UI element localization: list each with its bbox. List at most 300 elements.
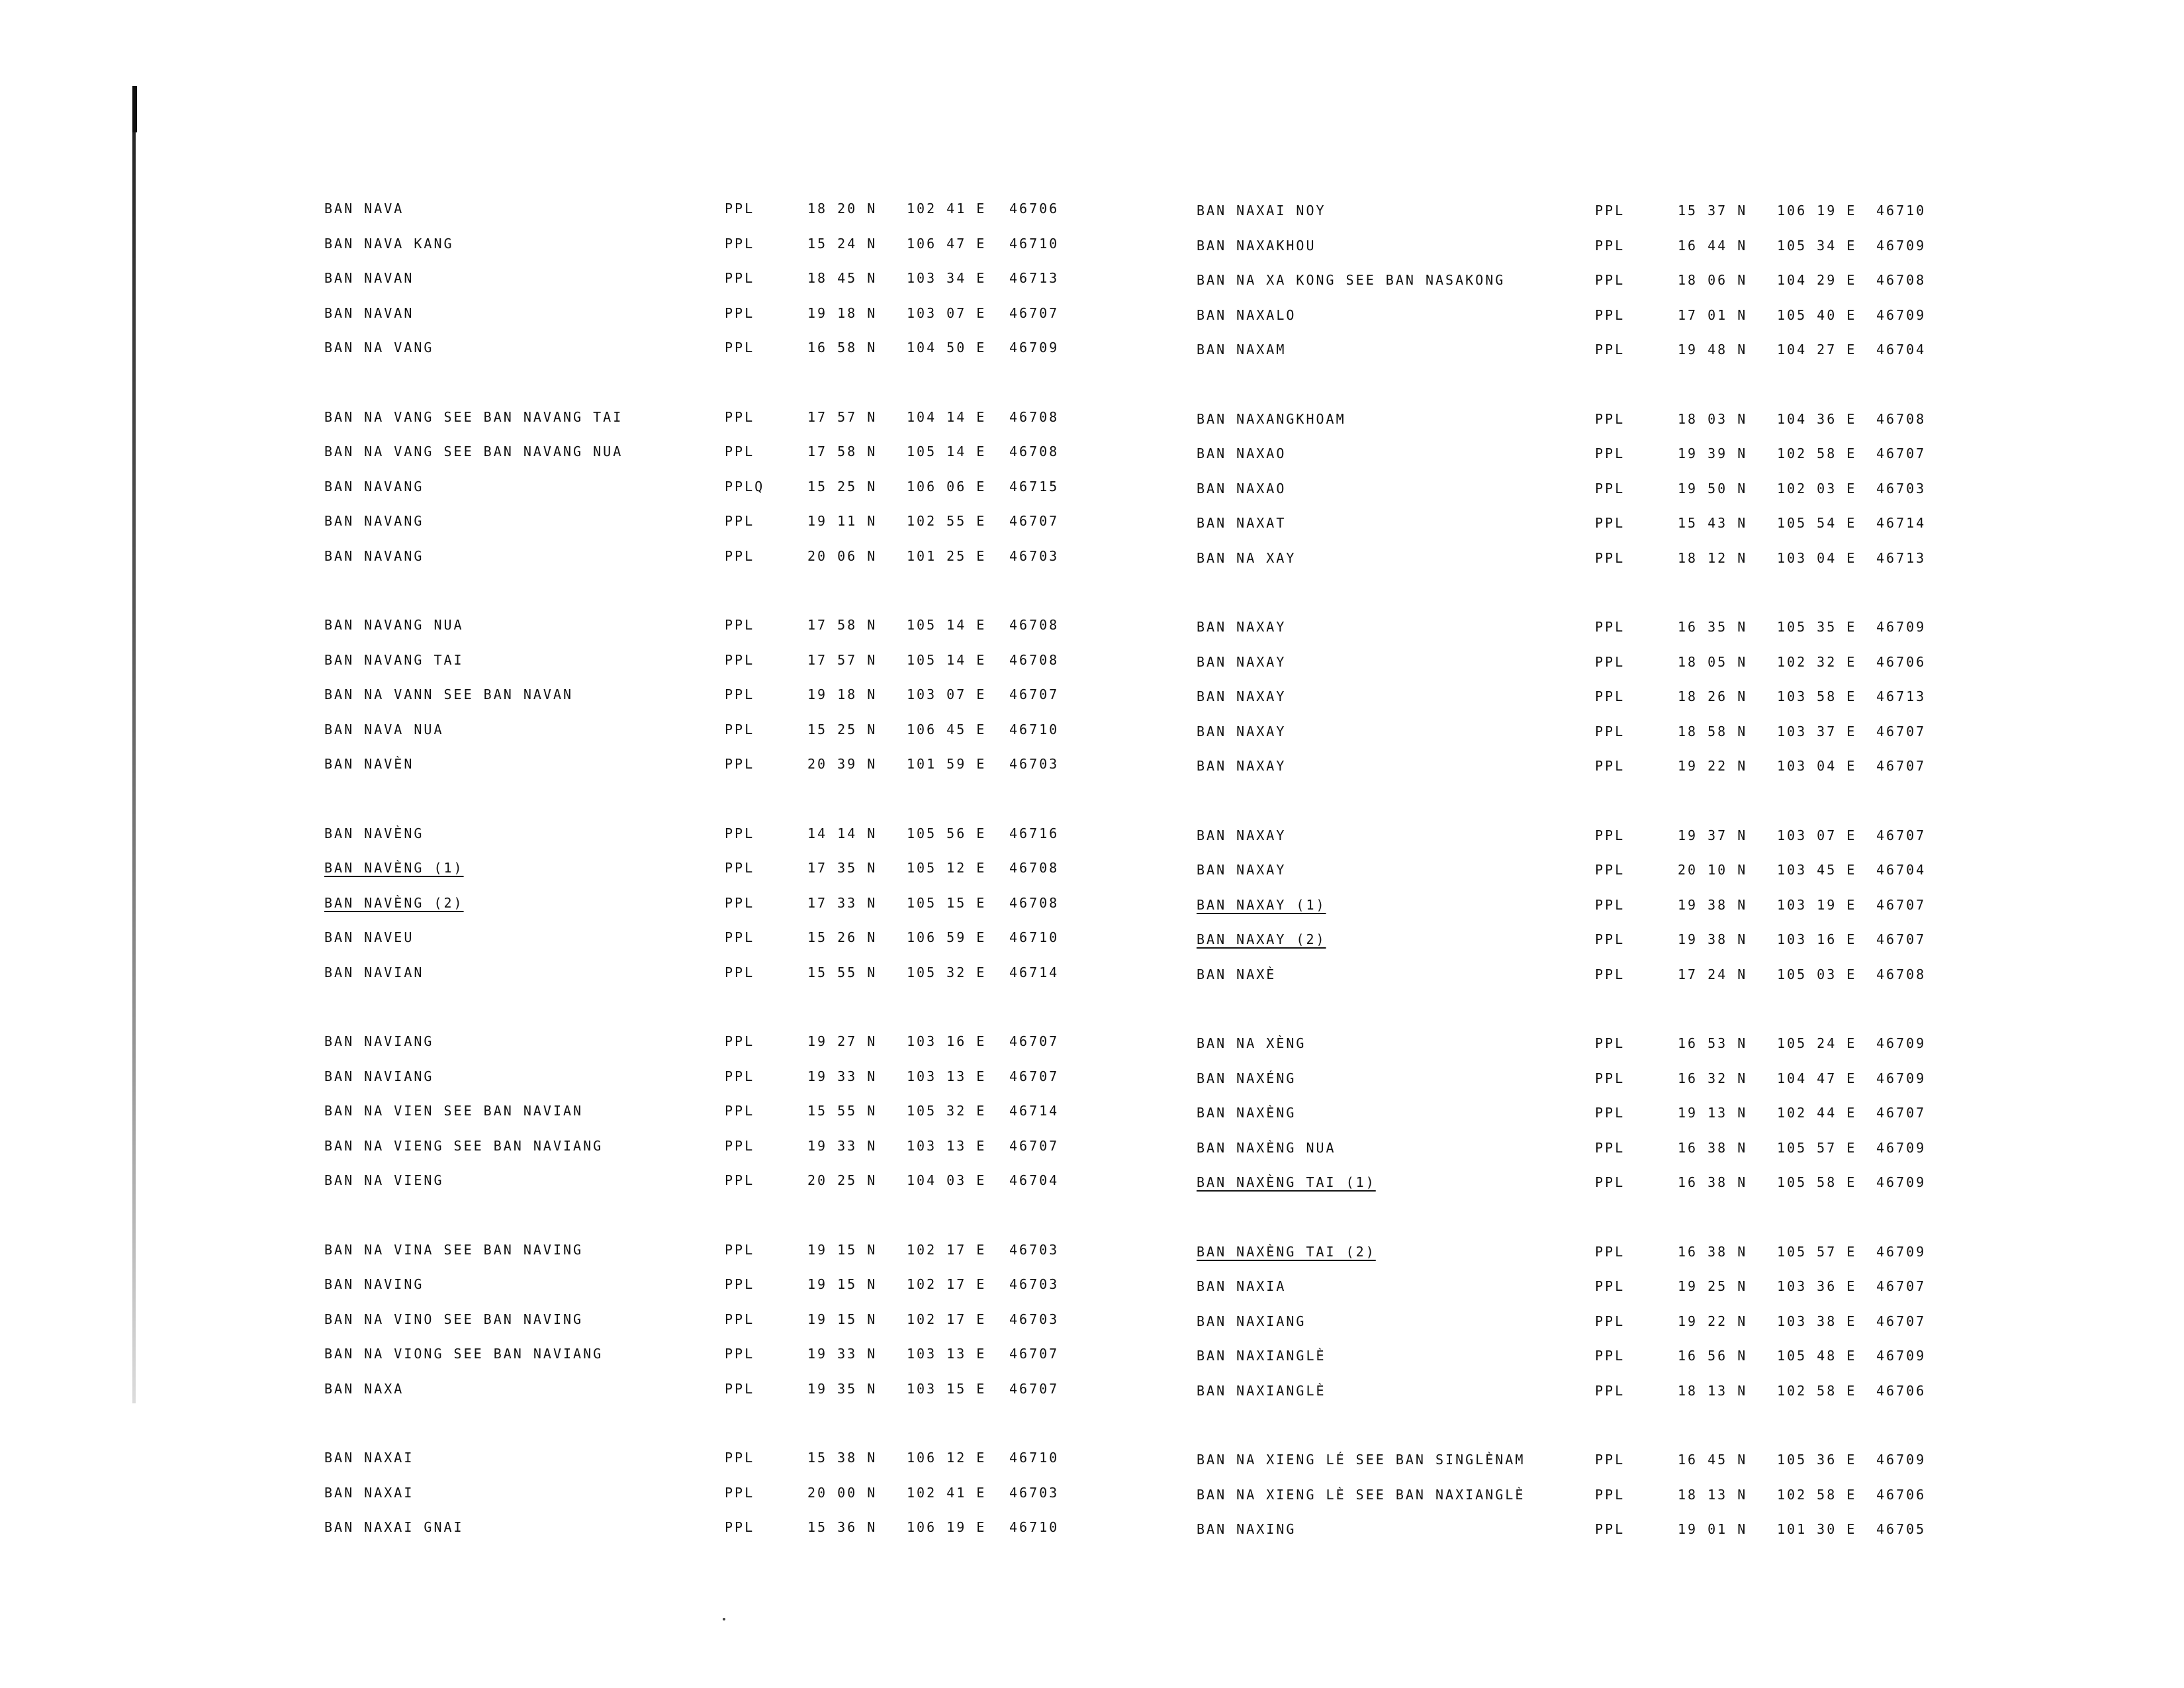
entry-code: PPL (1595, 1313, 1625, 1329)
gazetteer-entry (1197, 1239, 1944, 1265)
entry-lat: 17 01 N (1678, 307, 1748, 323)
gazetteer-entry (1197, 1446, 1944, 1473)
entry-lon: 105 56 E (907, 825, 987, 841)
entry-code: PPL (725, 1276, 755, 1292)
entry-lon: 101 30 E (1777, 1521, 1857, 1537)
gazetteer-entry (1197, 1516, 1944, 1542)
gazetteer-entry (324, 508, 1105, 534)
gazetteer-entry (324, 1167, 1105, 1194)
entry-name: BAN NAVÈNG (2) (324, 895, 464, 911)
gazetteer-entry (1197, 1342, 1944, 1369)
entry-lat: 15 26 N (807, 929, 878, 945)
entry-code: PPL (725, 1519, 755, 1535)
entry-lon: 105 12 E (907, 860, 987, 876)
entry-lon: 105 24 E (1777, 1035, 1857, 1051)
entry-map: 46707 (1009, 1381, 1060, 1397)
entry-code: PPL (1595, 1105, 1625, 1121)
entry-name: BAN NA VIENG (324, 1172, 444, 1188)
entry-map: 46703 (1009, 548, 1060, 564)
gazetteer-entry (1197, 892, 1944, 918)
entry-name: BAN NA VANG SEE BAN NAVANG TAI (324, 409, 623, 425)
entry-code: PPL (1595, 272, 1625, 288)
gazetteer-entry (1197, 718, 1944, 745)
entry-lon: 105 14 E (907, 617, 987, 633)
entry-lat: 19 15 N (807, 1311, 878, 1327)
entry-lat: 16 44 N (1678, 238, 1748, 254)
entry-code: PPL (725, 409, 755, 425)
entry-name: BAN NA XIENG LÉ SEE BAN SINGLÈNAM (1197, 1452, 1525, 1468)
entry-lat: 18 12 N (1678, 550, 1748, 566)
entry-lat: 18 13 N (1678, 1487, 1748, 1503)
entry-code: PPL (725, 1033, 755, 1049)
entry-code: PPL (1595, 1348, 1625, 1364)
entry-name: BAN NAXAY (1197, 724, 1287, 739)
entry-lon: 101 25 E (907, 548, 987, 564)
entry-lon: 102 17 E (907, 1242, 987, 1258)
entry-map: 46708 (1009, 860, 1060, 876)
entry-name: BAN NAVAN (324, 270, 414, 286)
entry-map: 46715 (1009, 479, 1060, 494)
gazetteer-entry (324, 195, 1105, 222)
entry-lat: 15 55 N (807, 964, 878, 980)
entry-name: BAN NA VINO SEE BAN NAVING (324, 1311, 584, 1327)
entry-code: PPL (725, 201, 755, 216)
entry-name: BAN NAXAKHOU (1197, 238, 1316, 254)
entry-map: 46709 (1876, 1035, 1927, 1051)
entry-code: PPL (725, 513, 755, 529)
entry-code: PPL (725, 1450, 755, 1466)
entry-lon: 102 41 E (907, 201, 987, 216)
gazetteer-entry (1197, 475, 1944, 502)
entry-lon: 104 03 E (907, 1172, 987, 1188)
entry-name: BAN NAVÈNG (1) (324, 860, 464, 876)
entry-map: 46704 (1009, 1172, 1060, 1188)
entry-lon: 103 07 E (907, 686, 987, 702)
gazetteer-entry (1197, 683, 1944, 710)
entry-name: BAN NAVA (324, 201, 404, 216)
entry-lat: 14 14 N (807, 825, 878, 841)
entry-code: PPL (725, 1138, 755, 1154)
entry-map: 46707 (1876, 724, 1927, 739)
entry-code: PPL (725, 1103, 755, 1119)
entry-name: BAN NAXAY (1) (1197, 897, 1326, 913)
entry-code: PPL (1595, 481, 1625, 496)
entry-map: 46707 (1009, 305, 1060, 321)
entry-name: BAN NAXÈNG NUA (1197, 1140, 1336, 1156)
gazetteer-entry (324, 1028, 1105, 1055)
entry-name: BAN NAVIANG (324, 1033, 434, 1049)
entry-lon: 102 58 E (1777, 1383, 1857, 1399)
entry-lat: 16 38 N (1678, 1174, 1748, 1190)
entry-lat: 18 58 N (1678, 724, 1748, 739)
entry-map: 46707 (1876, 931, 1927, 947)
entry-map: 46708 (1009, 444, 1060, 459)
entry-map: 46707 (1009, 1138, 1060, 1154)
entry-lon: 105 34 E (1777, 238, 1857, 254)
entry-code: PPL (1595, 1070, 1625, 1086)
entry-code: PPL (725, 1311, 755, 1327)
entry-lat: 19 37 N (1678, 827, 1748, 843)
entry-name: BAN NAVANG (324, 513, 424, 529)
entry-name: BAN NAXAY (1197, 827, 1287, 843)
entry-name: BAN NAXAY (1197, 758, 1287, 774)
entry-lon: 105 57 E (1777, 1140, 1857, 1156)
entry-lat: 19 38 N (1678, 931, 1748, 947)
entry-map: 46707 (1876, 445, 1927, 461)
entry-lat: 17 35 N (807, 860, 878, 876)
entry-map: 46707 (1009, 1033, 1060, 1049)
entry-map: 46707 (1876, 1313, 1927, 1329)
entry-lon: 105 15 E (907, 895, 987, 911)
entry-name: BAN NAXAI (324, 1450, 414, 1466)
entry-lon: 105 14 E (907, 652, 987, 668)
entry-lat: 16 45 N (1678, 1452, 1748, 1468)
entry-map: 46709 (1009, 340, 1060, 355)
entry-name: BAN NA XIENG LÈ SEE BAN NAXIANGLÈ (1197, 1487, 1525, 1503)
entry-lat: 15 55 N (807, 1103, 878, 1119)
gazetteer-entry (1197, 1308, 1944, 1335)
entry-map: 46706 (1009, 201, 1060, 216)
entry-lon: 103 34 E (907, 270, 987, 286)
gazetteer-entry (1197, 822, 1944, 849)
entry-lat: 16 53 N (1678, 1035, 1748, 1051)
gazetteer-entry (324, 1376, 1105, 1402)
gazetteer-entry (324, 1098, 1105, 1124)
entry-lat: 17 58 N (807, 617, 878, 633)
entry-map: 46709 (1876, 238, 1927, 254)
entry-lat: 17 33 N (807, 895, 878, 911)
entry-lat: 18 06 N (1678, 272, 1748, 288)
entry-code: PPL (1595, 931, 1625, 947)
entry-map: 46703 (1009, 1276, 1060, 1292)
entry-lat: 18 05 N (1678, 654, 1748, 670)
entry-map: 46707 (1009, 1346, 1060, 1362)
entry-lon: 105 48 E (1777, 1348, 1857, 1364)
gazetteer-entry (1197, 406, 1944, 432)
gazetteer-entry (1197, 336, 1944, 363)
entry-lat: 15 25 N (807, 479, 878, 494)
entry-code: PPL (725, 270, 755, 286)
entry-lon: 103 19 E (1777, 897, 1857, 913)
entry-lat: 15 36 N (807, 1519, 878, 1535)
gazetteer-entry (1197, 1481, 1944, 1508)
gazetteer-entry (324, 751, 1105, 777)
gazetteer-entry (324, 1271, 1105, 1297)
entry-code: PPL (1595, 1452, 1625, 1468)
entry-lon: 103 13 E (907, 1346, 987, 1362)
entry-code: PPL (725, 825, 755, 841)
entry-map: 46709 (1876, 1140, 1927, 1156)
entry-lat: 20 39 N (807, 756, 878, 772)
entry-lat: 15 24 N (807, 236, 878, 252)
page-mark (723, 1618, 725, 1620)
entry-code: PPL (1595, 688, 1625, 704)
entry-code: PPL (1595, 515, 1625, 531)
entry-lon: 105 57 E (1777, 1244, 1857, 1260)
entry-code: PPL (1595, 203, 1625, 218)
entry-map: 46709 (1876, 1244, 1927, 1260)
gazetteer-entry (324, 543, 1105, 569)
entry-map: 46707 (1009, 513, 1060, 529)
entry-map: 46710 (1009, 929, 1060, 945)
entry-code: PPL (1595, 1278, 1625, 1294)
entry-lon: 102 44 E (1777, 1105, 1857, 1121)
entry-lon: 102 58 E (1777, 1487, 1857, 1503)
entry-code: PPLQ (725, 479, 765, 494)
entry-lon: 103 16 E (907, 1033, 987, 1049)
entry-map: 46710 (1009, 1519, 1060, 1535)
entry-code: PPL (725, 686, 755, 702)
entry-map: 46710 (1009, 1450, 1060, 1466)
gazetteer-entry (324, 404, 1105, 430)
gazetteer-entry (1197, 1030, 1944, 1056)
entry-lon: 103 38 E (1777, 1313, 1857, 1329)
entry-map: 46709 (1876, 1174, 1927, 1190)
entry-name: BAN NAVÈN (324, 756, 414, 772)
binding-edge (132, 86, 136, 1403)
entry-map: 46709 (1876, 1452, 1927, 1468)
entry-map: 46703 (1009, 1242, 1060, 1258)
entry-lat: 19 25 N (1678, 1278, 1748, 1294)
entry-lon: 105 32 E (907, 964, 987, 980)
entry-code: PPL (725, 1068, 755, 1084)
gazetteer-entry (324, 1306, 1105, 1333)
entry-name: BAN NAXIANGLÈ (1197, 1383, 1326, 1399)
entry-lon: 105 14 E (907, 444, 987, 459)
entry-name: BAN NAXÈNG TAI (2) (1197, 1244, 1376, 1260)
entry-map: 46710 (1009, 722, 1060, 737)
entry-name: BAN NAVANG (324, 548, 424, 564)
entry-lon: 105 36 E (1777, 1452, 1857, 1468)
entry-lat: 15 43 N (1678, 515, 1748, 531)
entry-lon: 105 58 E (1777, 1174, 1857, 1190)
gazetteer-entry (1197, 302, 1944, 328)
entry-lat: 19 27 N (807, 1033, 878, 1049)
entry-map: 46707 (1876, 1278, 1927, 1294)
gazetteer-entry (324, 890, 1105, 916)
entry-lat: 19 33 N (807, 1346, 878, 1362)
entry-map: 46713 (1876, 688, 1927, 704)
entry-code: PPL (725, 756, 755, 772)
entry-lat: 20 06 N (807, 548, 878, 564)
entry-code: PPL (725, 548, 755, 564)
entry-lon: 105 03 E (1777, 966, 1857, 982)
entry-lat: 19 13 N (1678, 1105, 1748, 1121)
entry-lon: 104 27 E (1777, 342, 1857, 357)
entry-lat: 16 38 N (1678, 1140, 1748, 1156)
entry-lat: 19 11 N (807, 513, 878, 529)
entry-name: BAN NAVEU (324, 929, 414, 945)
entry-code: PPL (1595, 619, 1625, 635)
entry-code: PPL (1595, 445, 1625, 461)
entry-lat: 16 38 N (1678, 1244, 1748, 1260)
entry-lat: 16 58 N (807, 340, 878, 355)
entry-map: 46707 (1009, 1068, 1060, 1084)
entry-lat: 17 58 N (807, 444, 878, 459)
entry-lat: 15 37 N (1678, 203, 1748, 218)
entry-map: 46709 (1876, 1070, 1927, 1086)
entry-name: BAN NAVING (324, 1276, 424, 1292)
entry-name: BAN NA VANG SEE BAN NAVANG NUA (324, 444, 623, 459)
entry-code: PPL (725, 1346, 755, 1362)
entry-name: BAN NA VIEN SEE BAN NAVIAN (324, 1103, 584, 1119)
entry-code: PPL (1595, 1244, 1625, 1260)
entry-code: PPL (725, 860, 755, 876)
gazetteer-entry (1197, 649, 1944, 675)
entry-lon: 105 40 E (1777, 307, 1857, 323)
gazetteer-entry (324, 438, 1105, 465)
entry-lat: 17 24 N (1678, 966, 1748, 982)
entry-name: BAN NAXIANG (1197, 1313, 1306, 1329)
entry-lat: 19 33 N (807, 1068, 878, 1084)
entry-name: BAN NAVA KANG (324, 236, 454, 252)
entry-lon: 106 19 E (907, 1519, 987, 1535)
entry-lon: 106 47 E (907, 236, 987, 252)
entry-lat: 18 20 N (807, 201, 878, 216)
entry-lon: 106 59 E (907, 929, 987, 945)
gazetteer-entry (1197, 440, 1944, 467)
entry-name: BAN NAXÈNG (1197, 1105, 1297, 1121)
gazetteer-entry (324, 1444, 1105, 1471)
entry-lon: 106 12 E (907, 1450, 987, 1466)
entry-lat: 20 25 N (807, 1172, 878, 1188)
entry-map: 46709 (1876, 307, 1927, 323)
entry-map: 46707 (1009, 686, 1060, 702)
entry-code: PPL (725, 340, 755, 355)
entry-name: BAN NAXAY (1197, 862, 1287, 878)
gazetteer-entry (324, 681, 1105, 708)
entry-lat: 15 38 N (807, 1450, 878, 1466)
entry-map: 46708 (1876, 272, 1927, 288)
entry-name: BAN NAXANGKHOAM (1197, 411, 1346, 427)
entry-lon: 103 45 E (1777, 862, 1857, 878)
gazetteer-entry (1197, 1273, 1944, 1299)
entry-name: BAN NAXAI GNAI (324, 1519, 464, 1535)
entry-name: BAN NAXAT (1197, 515, 1287, 531)
entry-name: BAN NAVAN (324, 305, 414, 321)
entry-lon: 103 13 E (907, 1068, 987, 1084)
entry-lat: 16 56 N (1678, 1348, 1748, 1364)
gazetteer-entry (1197, 197, 1944, 224)
entry-lon: 103 07 E (907, 305, 987, 321)
entry-lat: 19 33 N (807, 1138, 878, 1154)
entry-map: 46709 (1876, 619, 1927, 635)
entry-map: 46716 (1009, 825, 1060, 841)
entry-name: BAN NA VINA SEE BAN NAVING (324, 1242, 584, 1258)
entry-code: PPL (1595, 238, 1625, 254)
entry-lat: 19 48 N (1678, 342, 1748, 357)
entry-lat: 18 45 N (807, 270, 878, 286)
entry-code: PPL (725, 236, 755, 252)
entry-code: PPL (725, 1242, 755, 1258)
entry-name: BAN NA VIENG SEE BAN NAVIANG (324, 1138, 604, 1154)
entry-map: 46708 (1009, 652, 1060, 668)
gazetteer-entry (324, 959, 1105, 986)
entry-code: PPL (725, 652, 755, 668)
entry-lat: 19 38 N (1678, 897, 1748, 913)
entry-lat: 19 22 N (1678, 1313, 1748, 1329)
entry-lat: 19 18 N (807, 686, 878, 702)
entry-lat: 17 57 N (807, 409, 878, 425)
entry-code: PPL (1595, 897, 1625, 913)
gazetteer-entry (1197, 1100, 1944, 1126)
entry-name: BAN NAXAY (1197, 619, 1287, 635)
entry-lat: 20 00 N (807, 1485, 878, 1501)
entry-name: BAN NAXAY (1197, 688, 1287, 704)
entry-code: PPL (725, 444, 755, 459)
gazetteer-entry (324, 473, 1105, 500)
entry-map: 46703 (1876, 481, 1927, 496)
entry-map: 46713 (1009, 270, 1060, 286)
entry-map: 46708 (1876, 966, 1927, 982)
entry-lon: 102 32 E (1777, 654, 1857, 670)
entry-lon: 103 04 E (1777, 758, 1857, 774)
gazetteer-entry (1197, 232, 1944, 259)
entry-code: PPL (725, 964, 755, 980)
entry-lat: 17 57 N (807, 652, 878, 668)
entry-lat: 20 10 N (1678, 862, 1748, 878)
gazetteer-entry (324, 820, 1105, 847)
entry-lat: 15 25 N (807, 722, 878, 737)
gazetteer-entry (1197, 1378, 1944, 1404)
entry-map: 46708 (1009, 895, 1060, 911)
entry-map: 46709 (1876, 1348, 1927, 1364)
entry-name: BAN NA XA KONG SEE BAN NASAKONG (1197, 272, 1506, 288)
entry-code: PPL (1595, 1035, 1625, 1051)
entry-code: PPL (1595, 862, 1625, 878)
entry-lon: 104 47 E (1777, 1070, 1857, 1086)
entry-name: BAN NAXALO (1197, 307, 1297, 323)
entry-lon: 104 50 E (907, 340, 987, 355)
entry-lon: 104 14 E (907, 409, 987, 425)
entry-lat: 16 32 N (1678, 1070, 1748, 1086)
entry-map: 46714 (1009, 1103, 1060, 1119)
entry-code: PPL (1595, 1174, 1625, 1190)
entry-lon: 105 32 E (907, 1103, 987, 1119)
entry-lat: 19 15 N (807, 1242, 878, 1258)
entry-lat: 19 35 N (807, 1381, 878, 1397)
entry-lat: 18 26 N (1678, 688, 1748, 704)
entry-code: PPL (725, 617, 755, 633)
entry-lat: 19 50 N (1678, 481, 1748, 496)
gazetteer-entry (324, 230, 1105, 257)
gazetteer-entry (1197, 510, 1944, 536)
entry-map: 46714 (1876, 515, 1927, 531)
entry-name: BAN NAXÈ (1197, 966, 1277, 982)
entry-lat: 16 35 N (1678, 619, 1748, 635)
entry-name: BAN NAXA (324, 1381, 404, 1397)
gazetteer-entry (324, 300, 1105, 326)
entry-lon: 102 03 E (1777, 481, 1857, 496)
entry-lon: 103 07 E (1777, 827, 1857, 843)
entry-map: 46708 (1009, 617, 1060, 633)
entry-map: 46706 (1876, 654, 1927, 670)
entry-code: PPL (1595, 1140, 1625, 1156)
entry-lon: 103 37 E (1777, 724, 1857, 739)
entry-lon: 103 16 E (1777, 931, 1857, 947)
entry-code: PPL (1595, 966, 1625, 982)
entry-lon: 106 06 E (907, 479, 987, 494)
entry-lon: 102 55 E (907, 513, 987, 529)
entry-name: BAN NAVANG (324, 479, 424, 494)
gazetteer-entry (324, 924, 1105, 951)
gazetteer-entry (1197, 1135, 1944, 1161)
entry-name: BAN NAXAO (1197, 481, 1287, 496)
entry-name: BAN NAVÈNG (324, 825, 424, 841)
entry-code: PPL (1595, 411, 1625, 427)
entry-lon: 104 29 E (1777, 272, 1857, 288)
entry-name: BAN NA XÈNG (1197, 1035, 1306, 1051)
